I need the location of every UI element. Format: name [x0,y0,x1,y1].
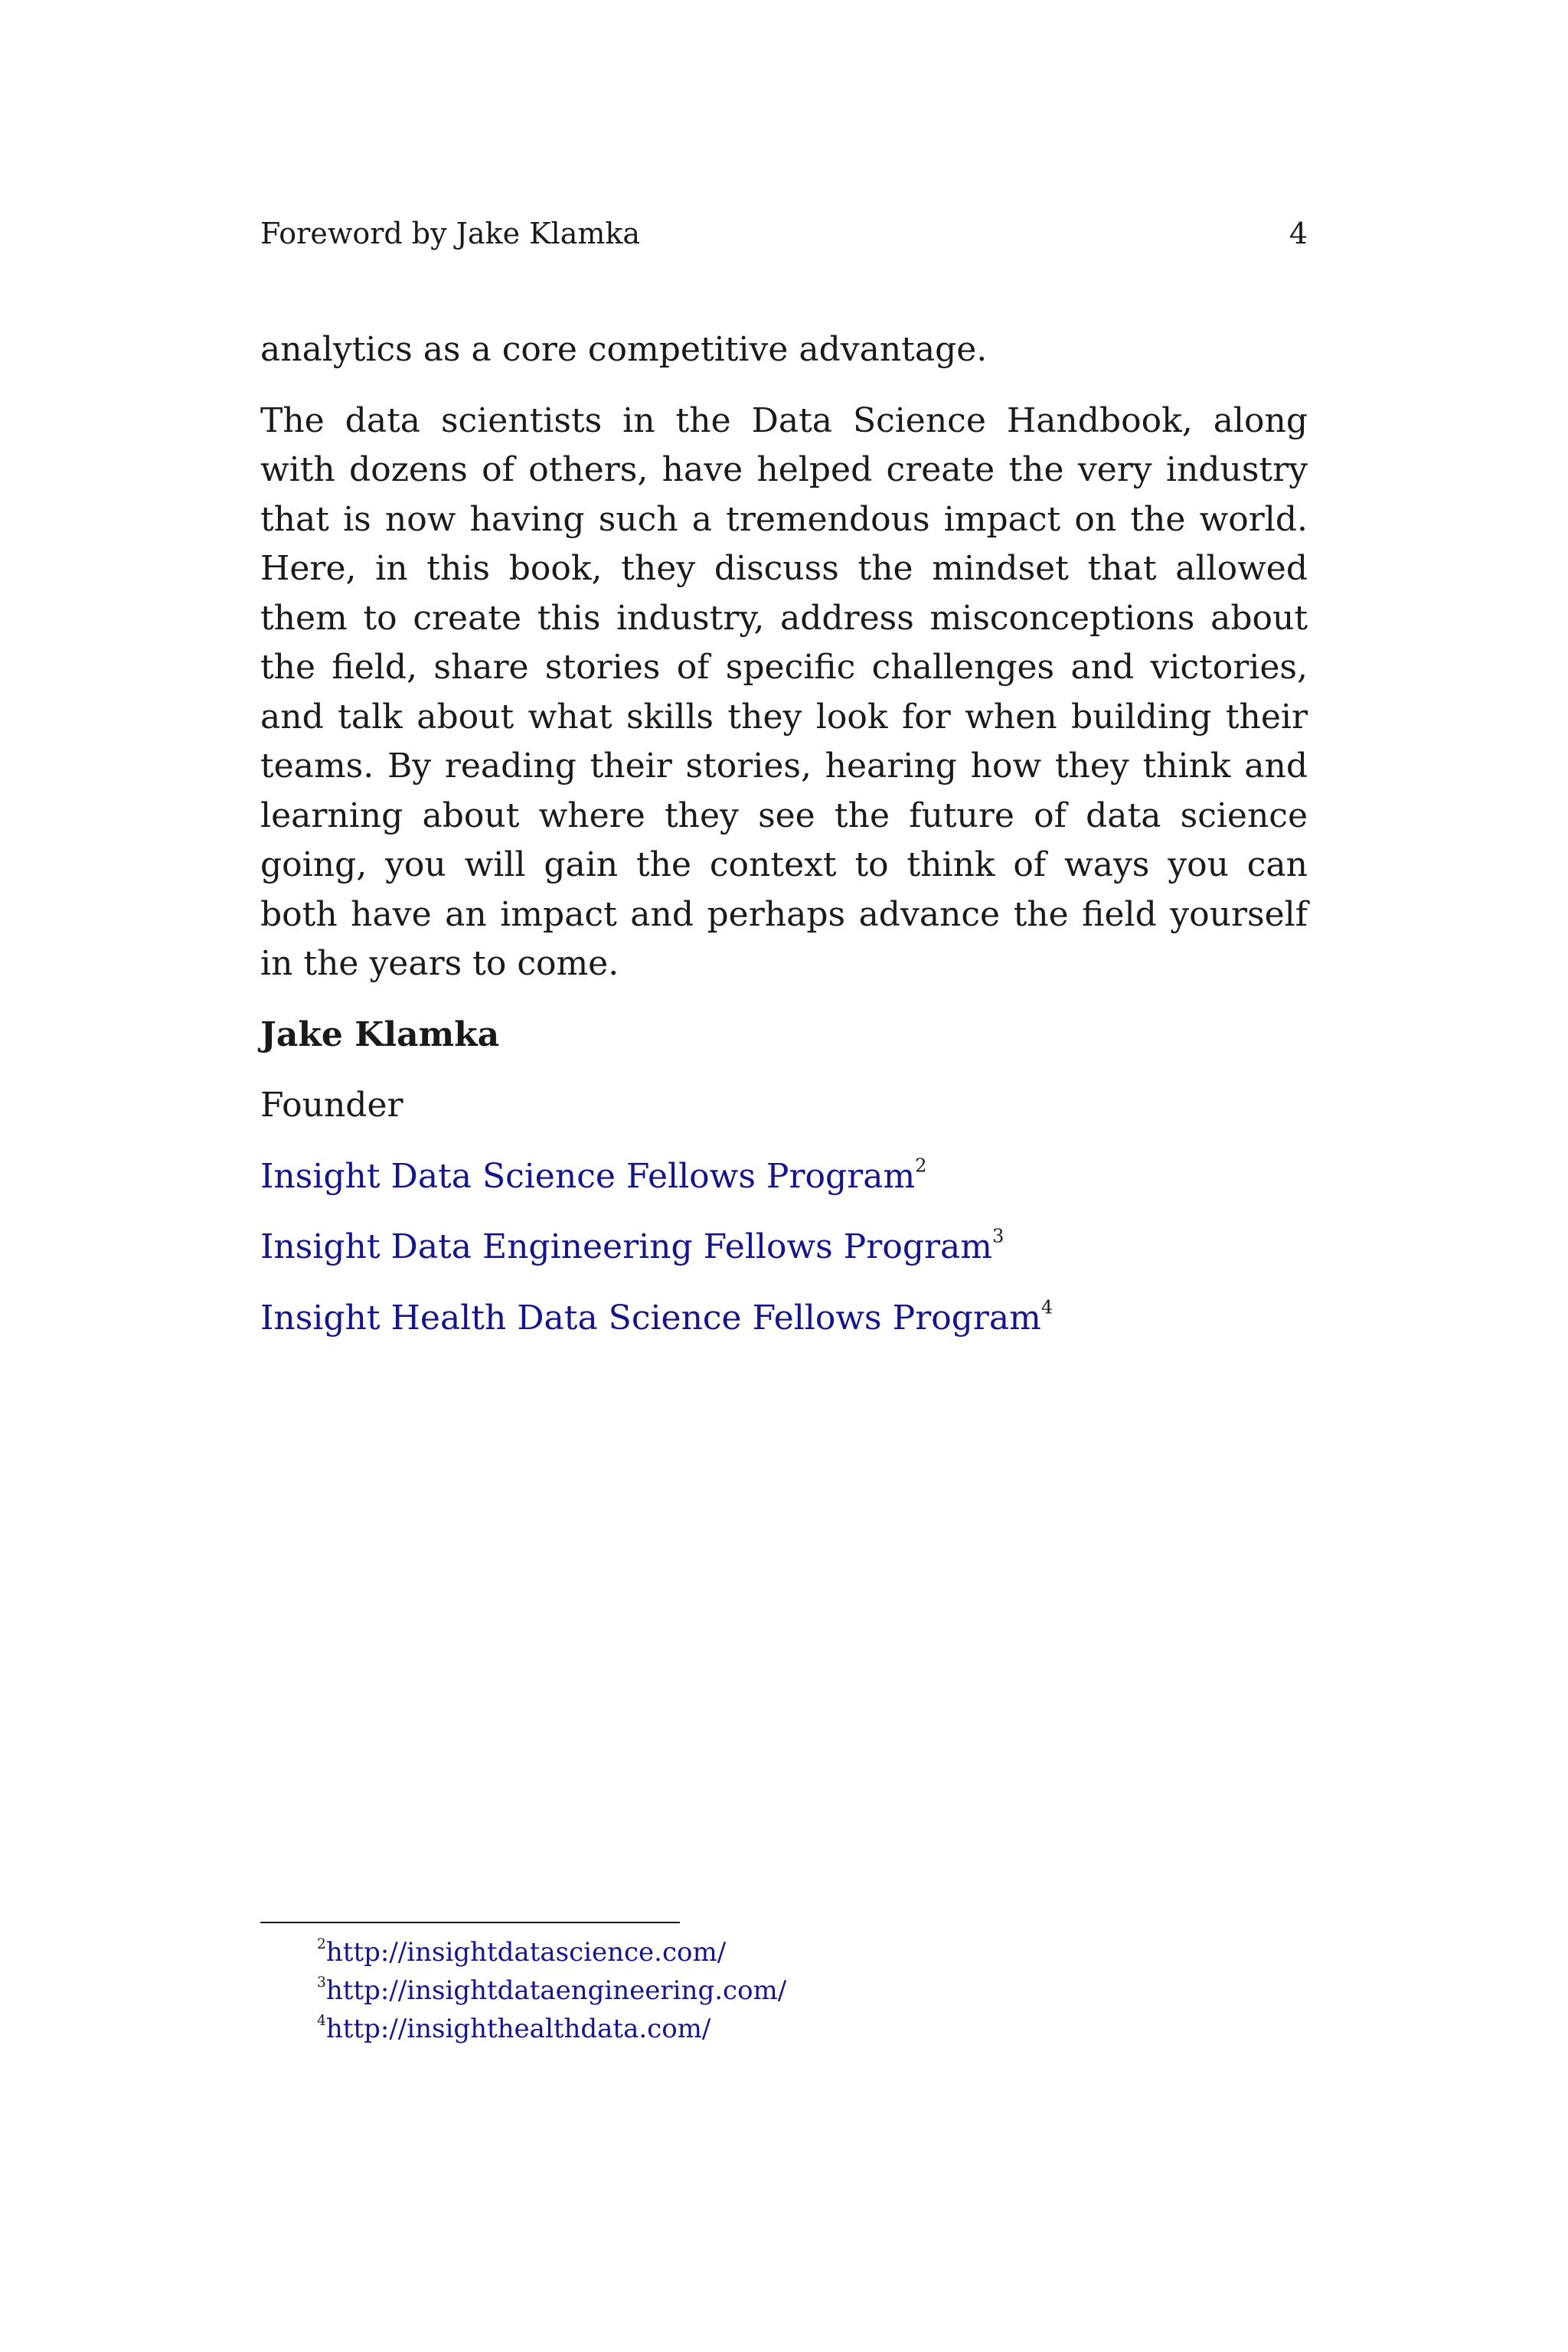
footnote-number: 3 [317,1975,326,1991]
signature-name: Jake Klamka [260,1014,500,1054]
footnote-number: 4 [317,2013,326,2030]
insight-data-science-link[interactable]: Insight Data Science Fellows Program [260,1156,916,1196]
footnote-marker: 2 [915,1154,927,1176]
paragraph: analytics as a core competitive advantage. [260,330,988,369]
footnote [317,1971,1236,2010]
footnote-url-link[interactable]: http://insightdatascience.com/ [325,1937,727,1968]
footnote-number: 2 [317,1936,326,1953]
link-line-insight-health-data [260,1294,1308,1344]
signature-title: Founder [260,1086,403,1125]
footnote-url-link[interactable]: http://insightdataengineering.com/ [325,1975,787,2006]
footnote-url-link[interactable]: http://insighthealthdata.com/ [325,2014,711,2044]
main-text [260,325,1308,1364]
insight-data-engineering-link[interactable]: Insight Data Engineering Fellows Program [260,1227,992,1266]
link-line-insight-data-engineering [260,1223,1308,1272]
running-header [260,214,1308,253]
running-title: Foreword by Jake Klamka [260,217,641,250]
footnotes [317,1933,1236,2048]
insight-health-data-link[interactable]: Insight Health Data Science Fellows Program [260,1298,1041,1338]
footnote-marker: 3 [991,1225,1004,1247]
footnote-divider [260,1922,680,1923]
footnote [317,1933,1236,1971]
footnote-marker: 4 [1040,1295,1054,1318]
link-line-insight-data-science [260,1152,1308,1202]
paragraph: The data scientists in the Data Science Handbook, along with dozens of others, have helped create the very industry that is now having such a tremendous impact on the world. Here, in this book, they discuss the mindset that allowed them to create this industry, address misconceptions about the field, share stories of specific challenges and victories, and talk about what skills they look for when building their teams. By reading their stories, hearing how they think and learning about where they see the future of data science going, you will gain the context to think of ways you can both have an impact and perhaps advance the field yourself in the years to come. [260,400,1308,983]
book-page [260,0,1308,2352]
page-number: 4 [1289,217,1308,250]
footnote [317,2010,1236,2048]
